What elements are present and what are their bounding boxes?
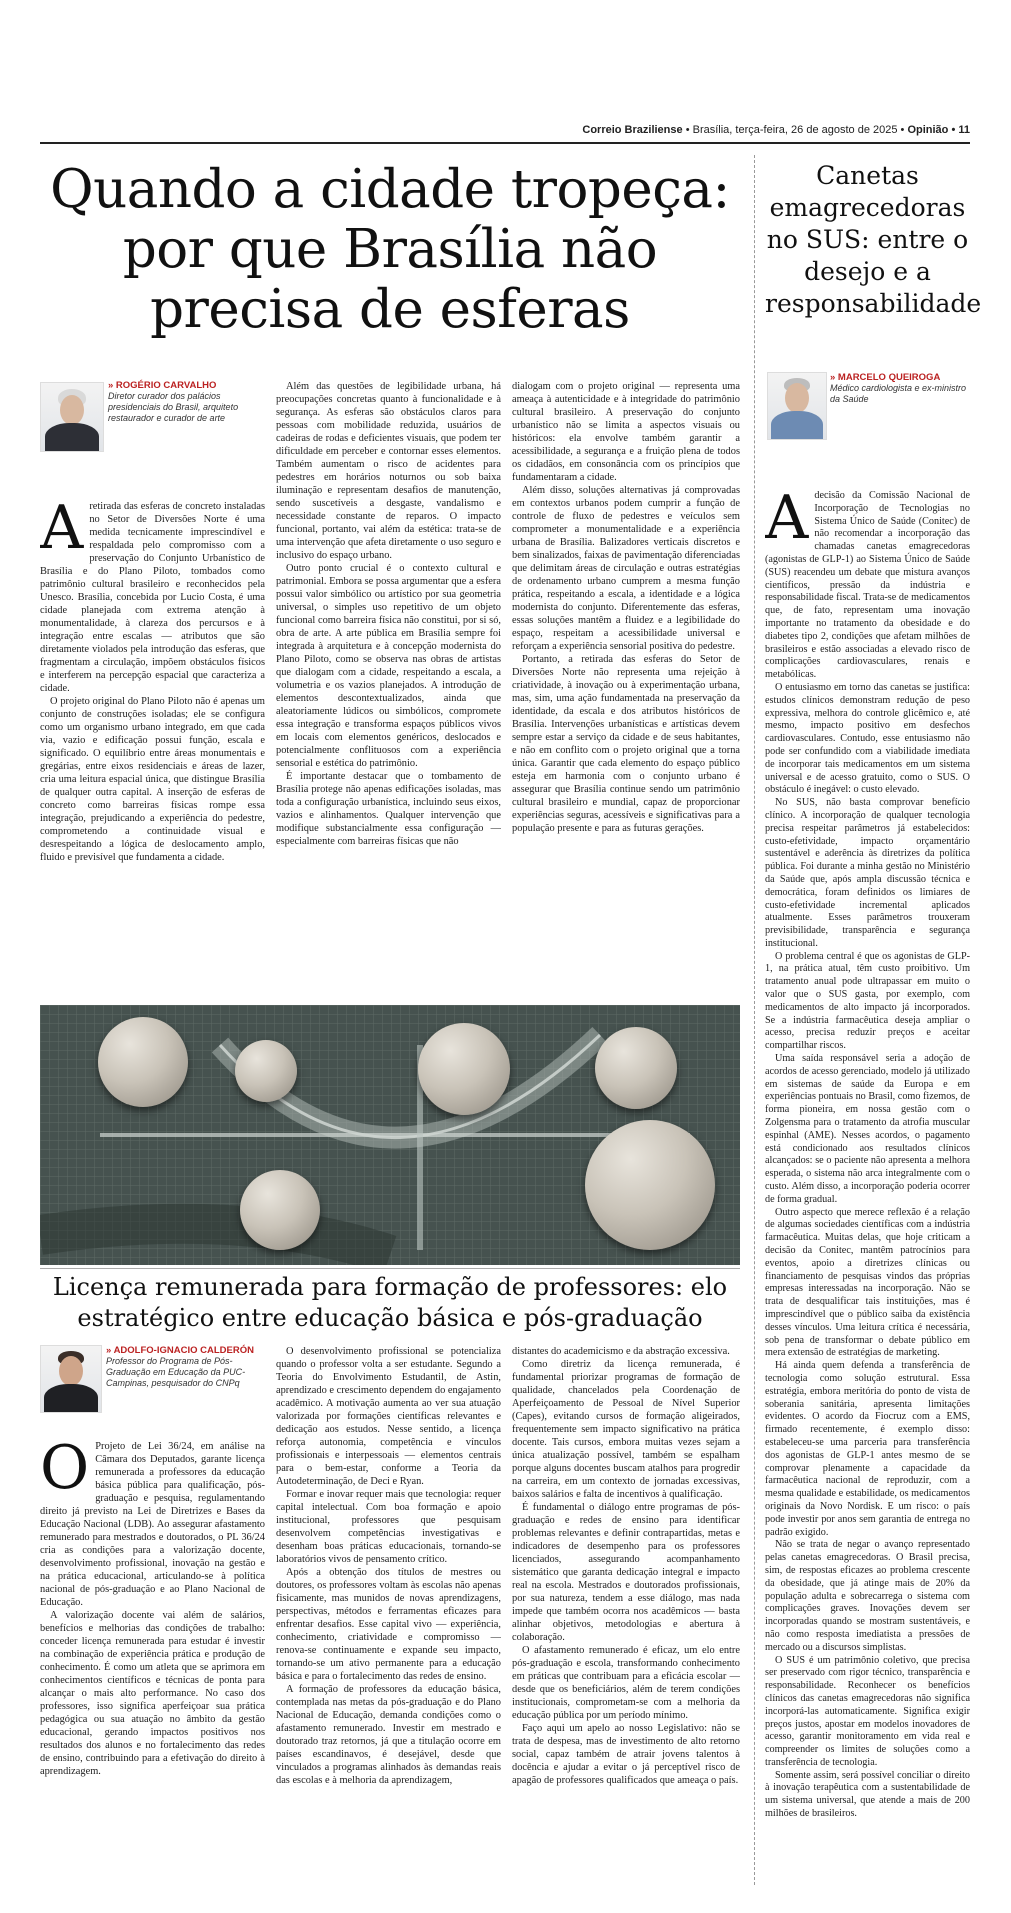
aerial-city-spheres-image	[40, 1005, 740, 1265]
header-rule	[40, 142, 970, 144]
byline-calderon	[106, 1345, 271, 1389]
main-headline: Quando a cidade tropeça: por que Brasília não precisa de esferas	[50, 159, 730, 340]
paragraph: Além disso, soluções alternativas já comprovadas em contextos urbanos podem cumprir a função de controle de fluxo de pedestres e veículos sem comprometer a monumentalidade e a experiência urbana de Brasília. Balizadores verticais discretos e bem sinalizados, faixas de pavimentação diferenciadas que delimitam áreas de circulação e outras estratégias de ordenamento urbano cumprem a mesma função prática, respeitando a escala, a identidade e a lógica modernista do conjunto. Diferentemente das esferas, essas soluções mantêm a fluidez e a legibilidade do espaço, respeitam a acessibilidade universal e reforçam a experiência sensorial positiva do pedestre.	[512, 485, 740, 652]
concrete-sphere	[98, 1017, 188, 1107]
paragraph: Formar e inovar requer mais que tecnologia: requer capital intelectual. Com boa formação e apoio institucional, professores que pesquisam desenvolvem competências investigativas e desenham boas práticas educacionais, tornando-se laboratórios vivos de pensamento crítico.	[276, 1489, 501, 1565]
paragraph: dialogam com o projeto original — representa uma ameaça à autenticidade e à integridade do patrimônio cultural brasileiro. A preservação do conjunto urbanístico não se limita a aspectos visuais ou históricos: ela envolve também garantir a acessibilidade, a segurança e a fruição plena de todos os cidadãos, em consonância com os princípios que fundamentaram a cidade.	[512, 381, 740, 483]
paragraph: O SUS é um patrimônio coletivo, que precisa ser preservado com rigor técnico, transparência e responsabilidade. Reconhecer os benefícios clínicos das canetas emagrecedoras não significa incorporá-las automaticamente. Significa exigir preços justos, apostar em modelos inovadores de acesso, garantir monitoramento em vida real e compreender os limites de soluções como a transferência de tecnologia.	[765, 1654, 970, 1768]
dropcap: O	[40, 1440, 90, 1503]
dateline: • Brasília, terça-feira, 26 de agosto de 2025 •	[685, 124, 905, 136]
second-col-3	[512, 1345, 740, 1885]
concrete-sphere	[585, 1120, 715, 1250]
paragraph: O projeto original do Plano Piloto não é apenas um conjunto de construções isoladas; ele se configura como um organismo urbano integrado, em que cada via, vazio e edificação possui função, escala e significado. O equilíbrio entre áreas monumentais e gregárias, entre eixos residenciais e áreas de lazer, cria uma leitura espacial única, que distingue Brasília de qualquer outra capital. A inserção de esferas de concreto como barreiras físicas rompe essa integração, prejudicando a experiência do pedestre, comprometendo a continuidade visual e desrespeitando a lógica de deslocamento amplo, fluido e previsível que fundamenta a cidade.	[40, 696, 265, 863]
paragraph: É importante destacar que o tombamento de Brasília protege não apenas edificações isoladas, mas toda a configuração urbanística, incluindo seus eixos, vazios e alinhamentos. Qualquer intervenção que modifique substancialmente essa configuração — especialmente com barreiras físicas que não	[276, 771, 501, 847]
byline-carvalho	[108, 380, 258, 424]
dropcap: A	[40, 500, 84, 563]
paragraph: A valorização docente vai além de salários, benefícios e melhorias das condições de trabalho: conceder licença remunerada para estudar é investir na combinação de experiência prática e produção de conhecimento. É como um atleta que se aprimora em conhecimentos científicos e técnicas de ponta para alcançar o mais alto performance. No caso dos professores, isso significa aperfeiçoar sua prática pedagógica ou sua atuação no âmbito da gestão educacional, gerando impactos positivos nos resultados dos alunos e no fortalecimento das redes de ensino, contribuindo para a efetivação do direito à aprendizagem.	[40, 1610, 265, 1777]
paragraph: distantes do academicismo e da abstração excessiva.	[512, 1346, 730, 1357]
concrete-sphere	[235, 1040, 297, 1102]
paragraph: Outro ponto crucial é o contexto cultural e patrimonial. Embora se possa argumentar que a esfera possui valor simbólico ou artístico por sua geometria universal, o simples uso repetitivo de um objeto funcional como barreira física não constitui, por si só, obra de arte. A arte pública em Brasília sempre foi integrada à arquitetura e à concepção modernista do Plano Piloto, como se observa nas obras de artistas que dialogam com a cidade, respeitando a escala, a volumetria e os vazios planejados. A introdução de elementos descontextualizados, ainda que aleatoriamente lúdicos ou simbólicos, compromete essa integração e transforma espaços públicos vivos em locais com elementos genéricos, deslocados e potencialmente conflituosos com a experiência sensorial e estética do patrimônio.	[276, 563, 501, 769]
section-divider	[40, 1268, 740, 1269]
second-headline: Licença remunerada para formação de professores: elo estratégico entre educação básica e pós-graduação	[52, 1273, 728, 1332]
paragraph: Outro aspecto que merece reflexão é a relação de algumas sociedades científicas com a indústria farmacêutica. Muitas delas, que hoje criticam a decisão da Conitec, mantêm patrocínios para eventos, apoio a diretrizes clínicas ou financiamento de pesquisas vindos das próprias empresas interessadas na incorporação. Não se trata de desqualificar tais instituições, mas é imprescindível que o público saiba da existência desses vínculos. Uma leitura crítica é necessária, sob pena de transformar o debate público em mera extensão de estratégias de marketing.	[765, 1206, 970, 1359]
paragraph: Somente assim, será possível conciliar o direito à inovação terapêutica com a sustentabilidade de um sistema universal, que atende a mais de 200 milhões de brasileiros.	[765, 1769, 970, 1820]
author-photo-carvalho	[40, 382, 104, 452]
concrete-sphere	[595, 1027, 677, 1109]
side-headline: Canetas emagrecedoras no SUS: entre o desejo e a responsabilidade	[765, 161, 982, 318]
author-name: » MARCELO QUEIROGA	[830, 372, 941, 383]
paragraph: Faço aqui um apelo ao nosso Legislativo: não se trata de despesa, mas de investimento de alto retorno social, capaz também de atrair jovens talentos à docência e ajudar a evitar o já perceptível risco de apagão de professores qualificados que ameaça o país.	[512, 1723, 740, 1786]
paragraph: É fundamental o diálogo entre programas de pós-graduação e redes de ensino para identificar problemas relevantes e definir contrapartidas, metas e indicadores de desempenho para os professores licenciados, assegurando acompanhamento sistemático que garanta dedicação integral e impacto real na escola. Mestrados e doutorados profissionais, por sua natureza, tendem a esse diálogo, mas nada impede que também ocorra nos acadêmicos — basta alinhar objetivos, metodologias e abertura à colaboração.	[512, 1502, 740, 1643]
paragraph: decisão da Comissão Nacional de Incorporação de Tecnologias no Sistema Único de Saúde (Conitec) de não recomendar a incorporação das chamadas canetas emagrecedoras (agonistas de GLP-1) ao Sistema Único de Saúde (SUS) reacendeu um debate que mistura avanços científicos, pressão da indústria e responsabilidade fiscal. Trata-se de medicamentos que, de fato, representam uma inovação importante no tratamento da obesidade e do diabetes tipo 2, condições que afetam milhões de brasileiros e estão associadas a elevado risco de complicações cardiovasculares, renais e metabólicas.	[765, 490, 970, 681]
paragraph: Como diretriz da licença remunerada, é fundamental priorizar programas de formação de qualidade, chancelados pela Coordenação de Aperfeiçoamento de Pessoal de Nível Superior (Capes), evitando cursos de formação aligeirados, frequentemente sem impacto significativo na prática docente. Tais cursos, embora muitas vezes sejam a única atualização possível, também se espalham porque alguns docentes buscam atalhos para progredir na carreira, em um contexto de jornadas excessivas, baixos salários e falta de incentivos à qualificação.	[512, 1359, 740, 1500]
second-col-1	[40, 1440, 265, 1885]
dropcap: A	[765, 490, 809, 553]
page-number: • 11	[951, 124, 970, 136]
byline-queiroga	[830, 372, 970, 405]
column-separator	[754, 155, 755, 1885]
author-name: » ADOLFO-IGNACIO CALDERÓN	[106, 1345, 254, 1356]
paragraph: retirada das esferas de concreto instaladas no Setor de Diversões Norte é uma medida tecnicamente imprescindível e respaldada pelo compromisso com a preservação do Conjunto Urbanístico de Brasília e do Plano Piloto, tombados como patrimônio cultural brasileiro e reconhecidos pela Unesco. Brasília, concebida por Lucio Costa, é uma cidade planejada com extrema atenção à monumentalidade, à clareza dos percursos e à integração entre escalas — atributos que são diretamente violados pela introdução das esferas, que fragmentam a circulação, impõem obstáculos físicos e interferem na percepção espacial que caracteriza a cidade.	[40, 501, 265, 694]
paragraph: Além das questões de legibilidade urbana, há preocupações concretas quanto à funcionalidade e à segurança. As esferas são obstáculos claros para pessoas com mobilidade reduzida, usuários de cadeiras de rodas e deficientes visuais, que podem ter dificuldade em perceber e contornar esses elementos. Também aumentam o risco de acidentes para pedestres em horários noturnos ou sob baixa iluminação e representam desafios de manutenção, sendo suscetíveis a desgaste, vandalismo e necessidade constante de reparos. O impacto funcional, portanto, vai além da estética: trata-se de uma intervenção que afeta diretamente o uso seguro e inclusivo do espaço urbano.	[276, 381, 501, 561]
newspaper-name: Correio Braziliense	[582, 124, 683, 136]
paragraph: Após a obtenção dos títulos de mestres ou doutores, os professores voltam às escolas não apenas fisicamente, mas munidos de novas aprendizagens, perspectivas, métodos e ferramentas eficazes para enfrentar desafios. Esse capital vivo — experiência, conhecimento, criatividade e compromisso — renova-se continuamente e expande seu impacto, tornando-se um ativo permanente para a educação básica e para o fortalecimento das redes de ensino.	[276, 1567, 501, 1682]
author-role: Diretor curador dos palácios presidenciais do Brasil, arquiteto restaurador e curador de arte	[108, 391, 239, 423]
section-name: Opinião	[907, 124, 949, 136]
concrete-sphere	[240, 1170, 320, 1250]
author-photo-calderon	[40, 1345, 102, 1413]
paragraph: O entusiasmo em torno das canetas se justifica: estudos clínicos demonstram redução de peso expressiva, melhora do controle glicêmico e, até mesmo, impacto positivo em desfechos cardiovasculares. Contudo, esse entusiasmo não pode ser confundido com a viabilidade imediata de incorporar tais medicamentos em um sistema universal e de acesso gratuito, como o SUS. O obstáculo é inegável: o custo elevado.	[765, 681, 970, 796]
paragraph: No SUS, não basta comprovar benefício clínico. A incorporação de qualquer tecnologia precisa respeitar parâmetros já estabelecidos: custo-efetividade, impacto orçamentário sustentável e aderência às diretrizes da política pública. Foi durante a minha gestão no Ministério da Saúde que, após ampla discussão técnica e democrática, foram definidos os limiares de custo-efetividade incremental aplicados atualmente. Esses parâmetros trouxeram previsibilidade, transparência e segurança institucional.	[765, 797, 970, 949]
second-col-2	[276, 1345, 501, 1885]
paragraph: Portanto, a retirada das esferas do Setor de Diversões Norte não representa uma rejeição à criatividade, à inovação ou à experimentação urbana, mas, sim, uma ação fundamentada na preservação da identidade, da escala e dos atributos históricos de Brasília. Intervenções urbanísticas e artísticas devem sempre estar a serviço da cidade e de seus habitantes, e não em conflito com o projeto original que a torna única. Garantir que cada elemento do espaço público esteja em harmonia com o conjunto urbano é assegurar que Brasília continue sendo um patrimônio cultural brasileiro e mundial, capaz de proporcionar experiências seguras, acessíveis e significativas para a população presente e para as futuras gerações.	[512, 654, 740, 834]
concrete-sphere	[418, 1023, 510, 1115]
main-col-2	[276, 380, 501, 990]
side-column	[765, 490, 970, 1885]
main-col-3	[512, 380, 740, 990]
author-name: » ROGÉRIO CARVALHO	[108, 380, 217, 391]
page-header	[40, 124, 970, 144]
paragraph: O problema central é que os agonistas de GLP-1, na prática atual, têm custo proibitivo. Um tratamento anual pode ultrapassar em muito o valor que o SUS gasta, por exemplo, com medicamentos de alto impacto já incorporados. Se a indústria farmacêutica deseja ampliar o acesso, precisa reduzir preços e aceitar compartilhar riscos.	[765, 950, 970, 1052]
main-col-1	[40, 500, 265, 870]
paragraph: O desenvolvimento profissional se potencializa quando o professor volta a ser estudante. Segundo a Teoria do Envolvimento Estudantil, de Astin, aprendizado e crescimento dependem do engajamento acadêmico. A motivação aumenta ao ver sua atuação valorizada por formações científicas relevantes e dedicação aos estudos. Nesse sentido, a licença reforça autonomia, competência e vínculos profissionais e interpessoais — elementos centrais para o bem-estar, conforme a Teoria da Autodeterminação, de Deci e Ryan.	[276, 1346, 501, 1487]
paragraph: Há ainda quem defenda a transferência de tecnologia como solução estrutural. Essa estratégia, embora meritória do ponto de vista de soberania sanitária, apresenta limitações evidentes. O acordo da Fiocruz com a EMS, firmado recentemente, é exemplo disso: estabeleceu-se uma parceria para transferência dos agonistas de GLP-1 antes mesmo de se comprovar plenamente a capacidade da farmacêutica nacional de reproduzir, com a mesma qualidade e estabilidade, os medicamentos originais da Novo Nordisk. E um risco: o país pode investir por anos sem garantia de entrega no padrão exigido.	[765, 1360, 970, 1538]
author-role: Professor do Programa de Pós-Graduação em Educação da PUC-Campinas, pesquisador do CNPq	[106, 1356, 246, 1388]
paragraph: A formação de professores da educação básica, contemplada nas metas da pós-graduação e do Plano Nacional de Educação, demanda condições como o afastamento remunerado. Investir em mestrado e doutorado traz retornos, já que a titulação ocorre em países escandinavos, é desejável, desde que vinculados a programas alinhados às demandas reais das escolas e à melhoria da aprendizagem,	[276, 1684, 501, 1786]
author-photo-queiroga	[767, 372, 827, 440]
paragraph: Uma saída responsável seria a adoção de acordos de acesso gerenciado, modelo já utilizado em sistemas de saúde da Europa e em experiências pontuais no Brasil, como fizemos, de forma pioneira, em nossa gestão com o Zolgensma para o tratamento da atrofia muscular espinhal (AME). Nesses acordos, o pagamento está condicionado aos resultados clínicos alcançados: se o paciente não apresenta a melhora esperada, o sistema não arca integralmente com o custo. Além disso, a incorporação poderia ocorrer de forma gradual.	[765, 1053, 970, 1205]
paragraph: O afastamento remunerado é eficaz, um elo entre pós-graduação e escola, transformando conhecimento em práticas que contribuam para a eficácia escolar — desde que os beneficiários, além de terem condições institucionais, comprometam-se com a melhoria da educação pública por um período mínimo.	[512, 1645, 740, 1721]
paragraph: Não se trata de negar o avanço representado pelas canetas emagrecedoras. O Brasil precisa, sim, de respostas eficazes ao problema crescente da obesidade, que já atinge mais de 20% da população adulta e sobrecarrega o sistema com complicações graves. Inovações devem ser incorporadas quando se mostram sustentáveis, e não como resposta imediatista a pressões de mercado ou a discursos simplistas.	[765, 1539, 970, 1653]
paragraph: Projeto de Lei 36/24, em análise na Câmara dos Deputados, garante licença remunerada a professores da educação básica pública para qualificação, pós-graduação e pesquisa, regulamentando direito já previsto na Lei de Diretrizes e Bases da Educação Nacional (LDB). Ao assegurar afastamento remunerado para mestrados e doutorados, o PL 36/24 cria as condições para a valorização docente, desenvolvimento profissional, inovação na gestão e na prática educacional, articulando-se à política nacional de pós-graduação e ao Plano Nacional de Educação.	[40, 1441, 265, 1608]
author-role: Médico cardiologista e ex-ministro da Saúde	[830, 383, 967, 404]
